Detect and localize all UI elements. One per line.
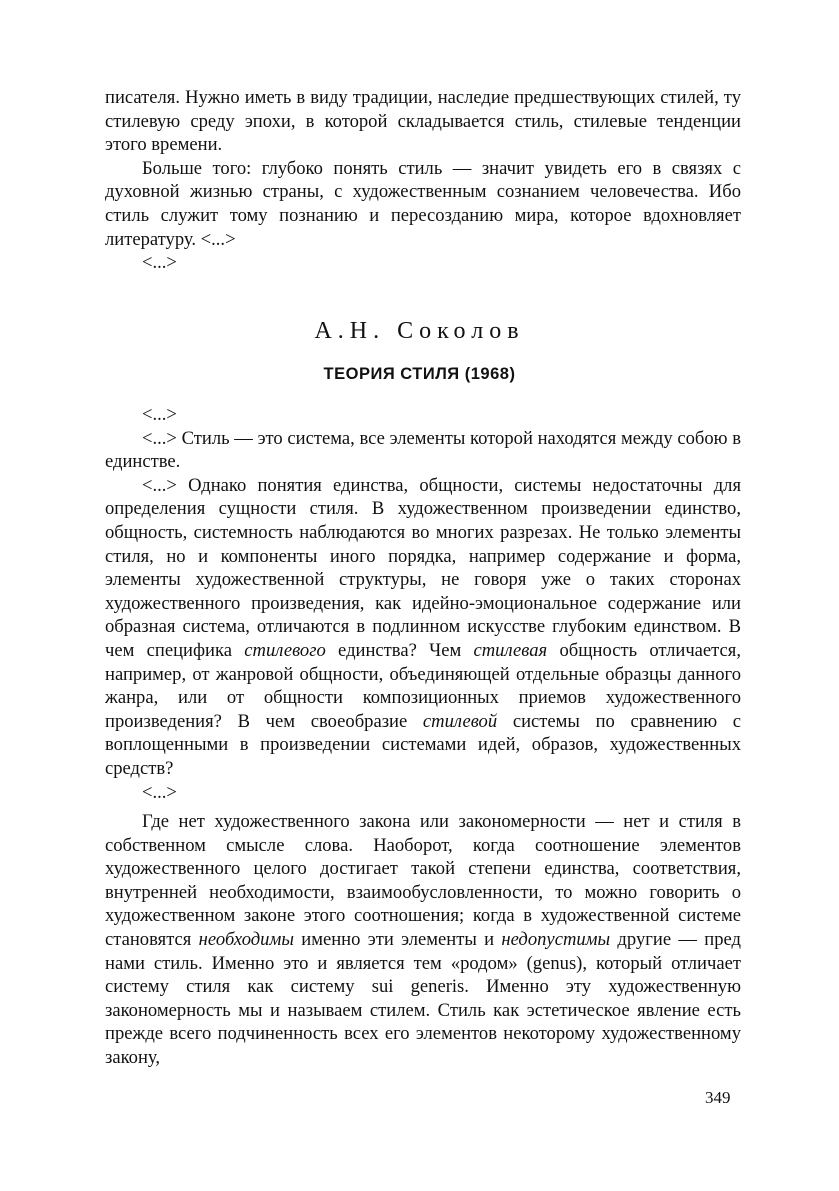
paragraph	[105, 474, 741, 781]
italic-term: стилевая	[473, 639, 548, 661]
paragraph	[105, 810, 741, 1070]
text-run: именно эти элементы и	[293, 929, 502, 951]
ellipsis-marker: <...>	[142, 404, 177, 425]
italic-term: стилевой	[422, 710, 498, 732]
text-run: общность отличается, например, от жанровой общности, объединяющей отдельные образцы данного жанра, или от общности композиционных приемов художественного произведения? В чем своеобразие	[105, 639, 741, 732]
page-number: 349	[705, 1088, 731, 1107]
top-text-block	[105, 86, 741, 275]
text-run: системы по сравнению с воплощенными в произведении системами идей, образов, художественных средств?	[105, 710, 741, 779]
main-text-block	[105, 403, 741, 1070]
author-name: А.Н. Соколов	[314, 318, 525, 344]
text-run: Где нет художественного закона или закономерности — нет и стиля в собственном смысле слова. Наоборот, когда соотношение элементов художественного целого достигает такой степени единства, соответствия, внутренней необходимости, взаимообусловленности, то можно говорить о художественном законе этого соотношения; когда в художественной системе становятся	[105, 811, 741, 951]
text-run: другие — пред нами стиль. Именно это и является тем «родом» (genus), который отличает систему стиля как систему sui generis. Именно эту художественную закономерность мы и называем стилем. Стиль как эстетическое явление есть прежде всего подчиненность всех его элементов некоторому художественному закону,	[105, 929, 741, 1069]
ellipsis-marker: <...>	[142, 781, 177, 803]
paragraph-continuation: писателя. Нужно иметь в виду традиции, наследие предшествующих стилей, ту стилевую среду эпохи, в которой складывается стиль, стилевые тенденции этого времени.	[105, 87, 741, 156]
italic-term: недопустимы	[501, 929, 611, 951]
text-run: <...> Однако понятия единства, общности, системы недостаточны для определения сущности стиля. В художественном произведении единство, общность, системность наблюдаются во многих разрезах. Не только элементы стиля, но и компоненты иного порядка, например содержание и форма, элементы художественной структуры, не говоря уже о таких сторонах художественного произведения, как идейно-эмоциональное содержание или образная система, отличаются в подлинном искусстве глубоким единством. В чем специфика	[105, 474, 741, 661]
section-title: ТЕОРИЯ СТИЛЯ (1968)	[323, 365, 516, 383]
ellipsis-marker: <...>	[142, 252, 177, 274]
italic-term: стилевого	[244, 639, 326, 661]
paragraph: <...> Стиль — это система, все элементы которой находятся между собою в единстве.	[105, 427, 741, 473]
paragraph: Больше того: глубоко понять стиль — значит увидеть его в связях с духовной жизнью страны, с художественным сознанием человечества. Ибо стиль служит тому познанию и пересозданию мира, которое вдохновляет литературу. <...>	[105, 157, 741, 250]
text-run: единства? Чем	[325, 639, 474, 661]
italic-term: необходимы	[198, 929, 294, 951]
